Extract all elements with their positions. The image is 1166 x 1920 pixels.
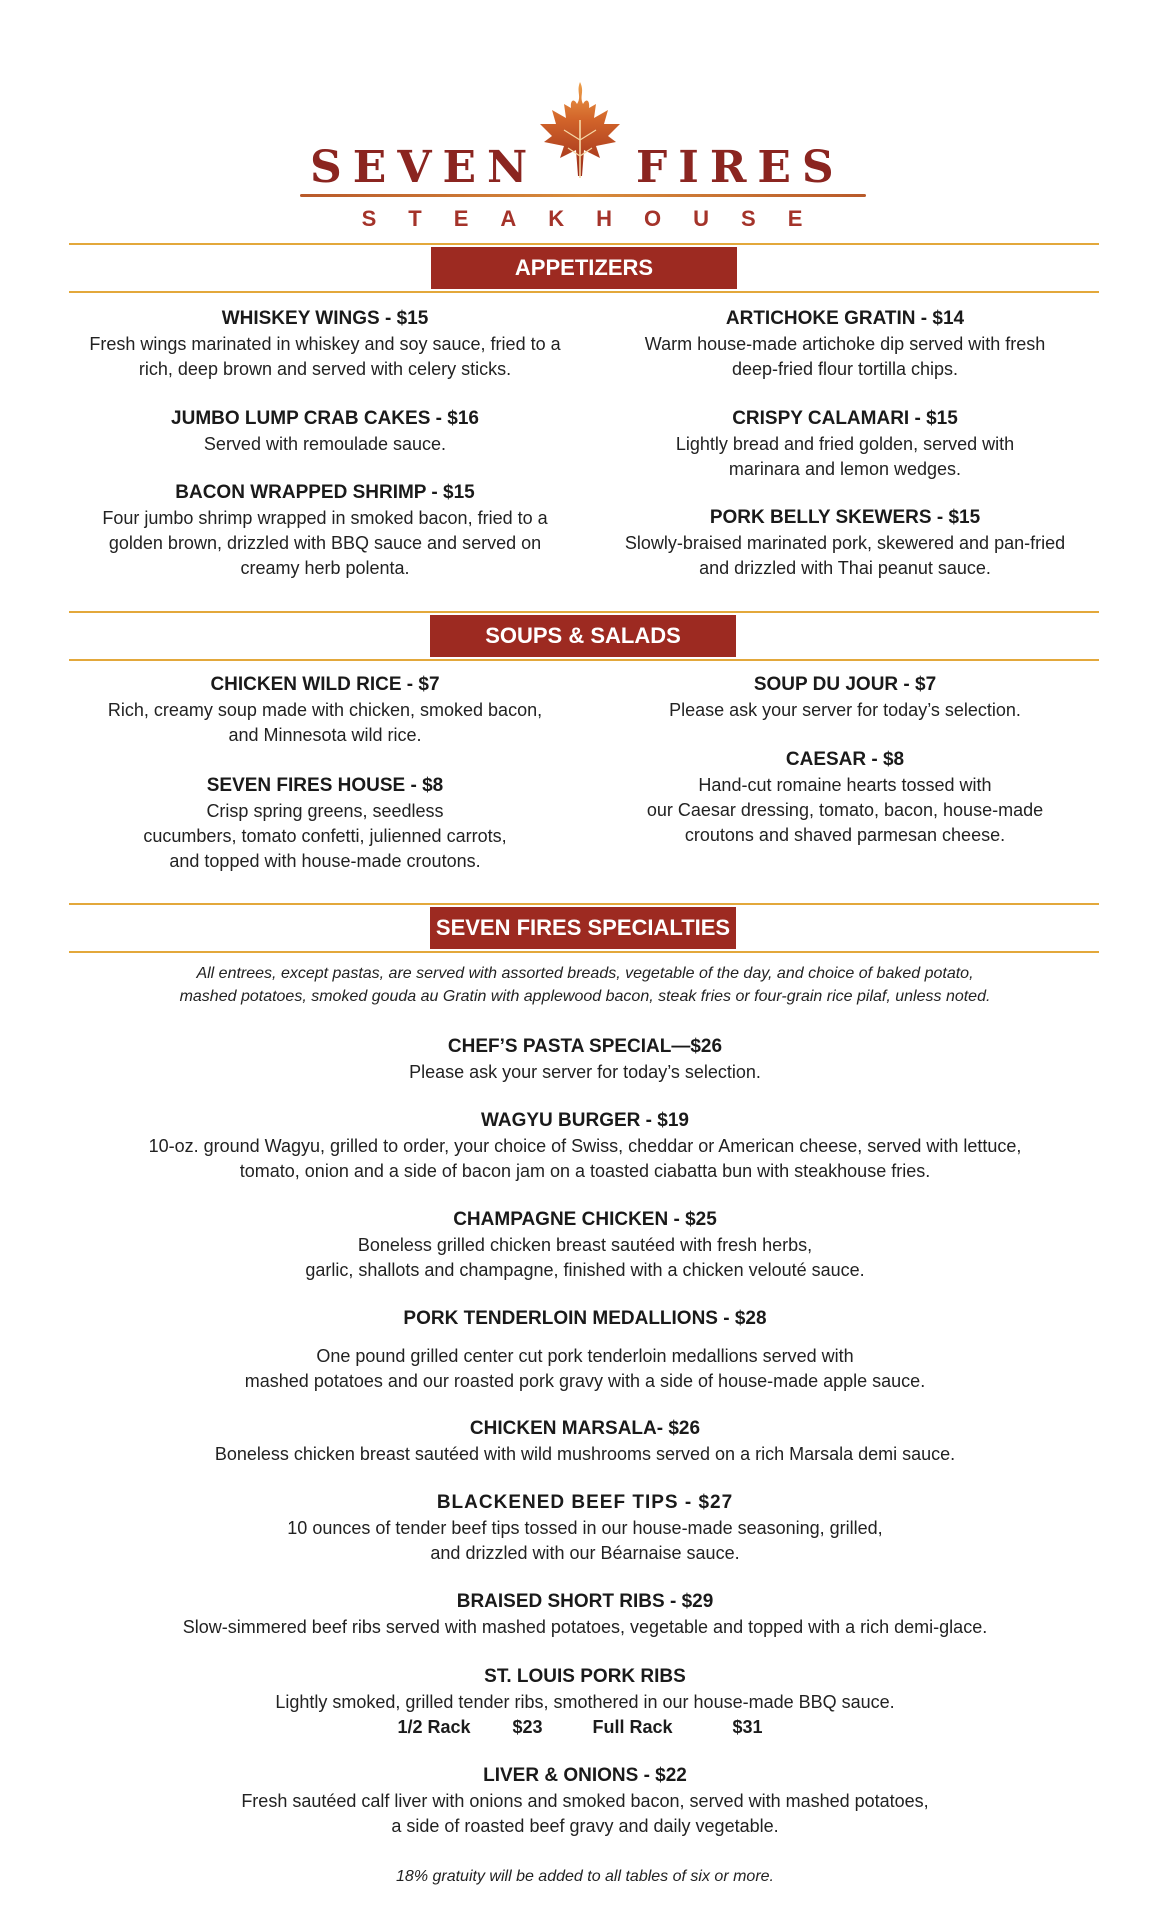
half-rack-label: 1/2 Rack (397, 1717, 471, 1737)
divider (69, 951, 1099, 953)
logo-word-left: SEVEN (310, 142, 539, 193)
item-description: Please ask your server for today’s selection. (409, 1062, 761, 1082)
item-name: LIVER & ONIONS - $22 (483, 1765, 687, 1786)
menu-item (70, 306, 580, 382)
item-name: BACON WRAPPED SHRIMP - $15 (175, 482, 475, 503)
item-name: SOUP DU JOUR - $7 (753, 674, 937, 695)
item-name: CAESAR - $8 (785, 749, 905, 770)
item-description: One pound grilled center cut pork tenderloin medallions served with mashed potatoes and our roasted pork gravy with a side of house-made apple sauce. (244, 1346, 926, 1391)
item-description: Fresh wings marinated in whiskey and soy sauce, fried to a rich, deep brown and served with celery sticks. (89, 334, 561, 379)
divider (69, 903, 1099, 905)
seven-fires-logo (300, 78, 866, 238)
item-name: CHEF’S PASTA SPECIAL—$26 (447, 1036, 723, 1057)
entrees-note: All entrees, except pastas, are served with assorted breads, vegetable of the day, and choice of baked potato, mashed potatoes, smoked gouda au Gratin with applewood bacon, steak fries or four-grain rice pilaf, unless noted. (179, 965, 991, 1005)
item-name: CHAMPAGNE CHICKEN - $25 (453, 1209, 717, 1230)
item-description: Please ask your server for today’s selection. (669, 700, 1021, 720)
item-description: Hand-cut romaine hearts tossed with our Caesar dressing, tomato, bacon, house-made croutons and shaved parmesan cheese. (646, 775, 1044, 845)
item-name: BRAISED SHORT RIBS - $29 (456, 1591, 714, 1612)
menu-item (70, 1108, 1100, 1184)
item-description: Crisp spring greens, seedless cucumbers, tomato confetti, julienned carrots, and topped with house-made croutons. (143, 801, 507, 871)
divider (69, 659, 1099, 661)
ribs-price-options (70, 1715, 1100, 1740)
item-description: Slowly-braised marinated pork, skewered and pan-fried and drizzled with Thai peanut sauce. (624, 533, 1066, 578)
menu-item (70, 406, 580, 457)
item-name: JUMBO LUMP CRAB CAKES - $16 (171, 408, 479, 429)
item-description: 10-oz. ground Wagyu, grilled to order, your choice of Swiss, cheddar or American cheese, served with lettuce, tomato, onion and a side of bacon jam on a toasted ciabatta bun with steakhouse fries. (148, 1136, 1022, 1181)
item-name: PORK BELLY SKEWERS - $15 (709, 507, 981, 528)
item-description: 10 ounces of tender beef tips tossed in our house-made seasoning, grilled, and drizzled with our Béarnaise sauce. (287, 1518, 883, 1563)
menu-item (70, 1207, 1100, 1283)
menu-item (70, 1416, 1100, 1467)
menu-item (590, 406, 1100, 482)
menu-item (590, 747, 1100, 848)
menu-item (590, 505, 1100, 581)
item-description: Lightly smoked, grilled tender ribs, smothered in our house-made BBQ sauce. (275, 1692, 895, 1712)
item-name: BLACKENED BEEF TIPS - $27 (436, 1492, 734, 1513)
menu-item (70, 480, 580, 581)
item-description: Warm house-made artichoke dip served with fresh deep-fried flour tortilla chips. (644, 334, 1046, 379)
divider (69, 243, 1099, 245)
menu-item (70, 1034, 1100, 1085)
full-rack-price: $31 (732, 1717, 763, 1737)
item-description: Lightly bread and fried golden, served with marinara and lemon wedges. (675, 434, 1015, 479)
item-name: SEVEN FIRES HOUSE - $8 (206, 775, 444, 796)
item-description: Served with remoulade sauce. (203, 434, 447, 454)
item-name: CRISPY CALAMARI - $15 (732, 408, 958, 429)
maple-leaf-flame-icon (530, 80, 630, 190)
specialties-title: SEVEN FIRES SPECIALTIES (430, 907, 736, 949)
menu-item (590, 672, 1100, 723)
menu-item (70, 1763, 1100, 1839)
soups-salads-title: SOUPS & SALADS (430, 615, 736, 657)
full-rack-label: Full Rack (592, 1717, 673, 1737)
item-name: ST. LOUIS PORK RIBS (484, 1666, 686, 1687)
logo-word-right: FIRES (636, 142, 845, 193)
menu-item (70, 672, 580, 748)
item-name: CHICKEN MARSALA- $26 (469, 1418, 701, 1439)
item-description: Boneless grilled chicken breast sautéed with fresh herbs, garlic, shallots and champagne, finished with a chicken velouté sauce. (305, 1235, 865, 1280)
item-name: ARTICHOKE GRATIN - $14 (725, 308, 965, 329)
menu-item (590, 306, 1100, 382)
menu-item (70, 1490, 1100, 1566)
specialties-section-header (69, 903, 1099, 953)
divider (69, 291, 1099, 293)
item-name: WAGYU BURGER - $19 (481, 1110, 689, 1131)
item-name: WHISKEY WINGS - $15 (221, 308, 429, 329)
gratuity-note: 18% gratuity will be added to all tables of six or more. (396, 1868, 774, 1885)
logo-underline (300, 194, 866, 197)
item-description: Rich, creamy soup made with chicken, smoked bacon, and Minnesota wild rice. (107, 700, 543, 745)
logo-subtitle: STEAKHOUSE (361, 206, 835, 231)
item-name: PORK TENDERLOIN MEDALLIONS - $28 (403, 1308, 767, 1329)
item-description: Slow-simmered beef ribs served with mashed potatoes, vegetable and topped with a rich demi-glace. (182, 1617, 988, 1637)
menu-item (70, 1589, 1100, 1640)
item-description: Fresh sautéed calf liver with onions and smoked bacon, served with mashed potatoes, a side of roasted beef gravy and daily vegetable. (241, 1791, 929, 1836)
divider (69, 611, 1099, 613)
appetizers-section-header (69, 243, 1099, 293)
item-name: CHICKEN WILD RICE - $7 (210, 674, 440, 695)
half-rack-price: $23 (512, 1717, 543, 1737)
menu-item (70, 773, 580, 874)
appetizers-title: APPETIZERS (431, 247, 737, 289)
item-description: Four jumbo shrimp wrapped in smoked bacon, fried to a golden brown, drizzled with BBQ sauce and served on creamy herb polenta. (102, 508, 548, 578)
item-description: Boneless chicken breast sautéed with wild mushrooms served on a rich Marsala demi sauce. (214, 1444, 956, 1464)
menu-item (70, 1664, 1100, 1740)
soups-salads-section-header (69, 611, 1099, 661)
menu-item (70, 1306, 1100, 1394)
